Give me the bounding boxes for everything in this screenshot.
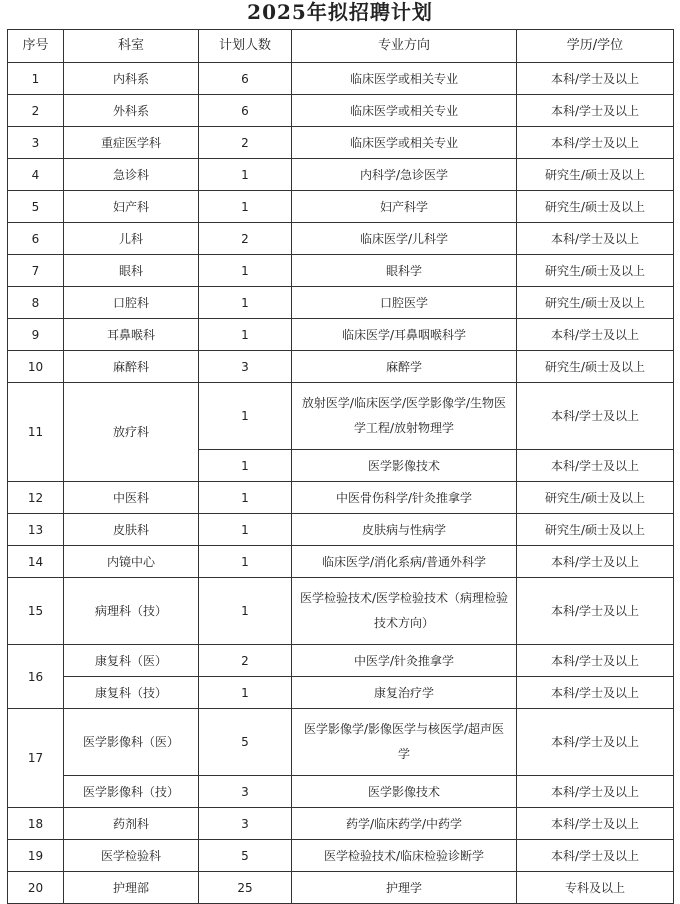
cell-no: 18 (8, 808, 64, 840)
cell-no: 20 (8, 872, 64, 904)
table-row (8, 255, 674, 287)
cell-major: 医学影像学/影像医学与核医学/超声医学 (292, 709, 517, 776)
cell-dept: 眼科 (64, 255, 199, 287)
cell-degree: 本科/学士及以上 (517, 223, 674, 255)
cell-no: 1 (8, 63, 64, 95)
cell-major: 中医学/针灸推拿学 (292, 645, 517, 677)
table-row (8, 840, 674, 872)
table-row (8, 95, 674, 127)
cell-degree: 本科/学士及以上 (517, 840, 674, 872)
header-count: 计划人数 (199, 30, 292, 63)
cell-no: 9 (8, 319, 64, 351)
cell-count: 6 (199, 63, 292, 95)
cell-degree: 本科/学士及以上 (517, 578, 674, 645)
cell-degree: 本科/学士及以上 (517, 383, 674, 450)
table-row (8, 63, 674, 95)
recruitment-plan-table (7, 29, 674, 904)
cell-count: 1 (199, 319, 292, 351)
cell-degree: 研究生/硕士及以上 (517, 255, 674, 287)
table-row (8, 223, 674, 255)
cell-no: 13 (8, 514, 64, 546)
cell-degree: 专科及以上 (517, 872, 674, 904)
cell-no: 10 (8, 351, 64, 383)
cell-degree: 本科/学士及以上 (517, 808, 674, 840)
cell-major: 医学影像技术 (292, 776, 517, 808)
table-row (8, 383, 674, 450)
cell-dept: 医学影像科（技） (64, 776, 199, 808)
cell-major: 眼科学 (292, 255, 517, 287)
cell-degree: 本科/学士及以上 (517, 776, 674, 808)
cell-major: 药学/临床药学/中药学 (292, 808, 517, 840)
cell-degree: 本科/学士及以上 (517, 319, 674, 351)
table-row (8, 776, 674, 808)
cell-major: 康复治疗学 (292, 677, 517, 709)
cell-dept: 放疗科 (64, 383, 199, 482)
table-row (8, 872, 674, 904)
cell-no: 11 (8, 383, 64, 482)
cell-dept: 麻醉科 (64, 351, 199, 383)
cell-no: 3 (8, 127, 64, 159)
cell-count: 1 (199, 546, 292, 578)
cell-dept: 医学检验科 (64, 840, 199, 872)
table-header-row (8, 30, 674, 63)
cell-count: 1 (199, 514, 292, 546)
cell-dept: 口腔科 (64, 287, 199, 319)
cell-no: 8 (8, 287, 64, 319)
table-row (8, 808, 674, 840)
cell-count: 1 (199, 450, 292, 482)
cell-dept: 康复科（医） (64, 645, 199, 677)
cell-dept: 儿科 (64, 223, 199, 255)
cell-degree: 本科/学士及以上 (517, 546, 674, 578)
cell-degree: 本科/学士及以上 (517, 95, 674, 127)
cell-major: 临床医学/耳鼻咽喉科学 (292, 319, 517, 351)
cell-no: 12 (8, 482, 64, 514)
cell-dept: 耳鼻喉科 (64, 319, 199, 351)
table-row (8, 287, 674, 319)
cell-dept: 病理科（技） (64, 578, 199, 645)
cell-count: 25 (199, 872, 292, 904)
header-no: 序号 (8, 30, 64, 63)
table-row (8, 709, 674, 776)
cell-count: 2 (199, 127, 292, 159)
cell-major: 内科学/急诊医学 (292, 159, 517, 191)
cell-degree: 研究生/硕士及以上 (517, 159, 674, 191)
cell-no: 17 (8, 709, 64, 808)
cell-count: 1 (199, 287, 292, 319)
cell-degree: 研究生/硕士及以上 (517, 482, 674, 514)
cell-degree: 研究生/硕士及以上 (517, 514, 674, 546)
cell-major: 临床医学/儿科学 (292, 223, 517, 255)
cell-degree: 本科/学士及以上 (517, 645, 674, 677)
cell-count: 2 (199, 645, 292, 677)
cell-major: 口腔医学 (292, 287, 517, 319)
cell-degree: 研究生/硕士及以上 (517, 351, 674, 383)
table-row (8, 514, 674, 546)
cell-count: 3 (199, 776, 292, 808)
cell-count: 3 (199, 351, 292, 383)
cell-degree: 本科/学士及以上 (517, 709, 674, 776)
cell-count: 5 (199, 709, 292, 776)
cell-no: 6 (8, 223, 64, 255)
cell-dept: 医学影像科（医） (64, 709, 199, 776)
cell-degree: 本科/学士及以上 (517, 63, 674, 95)
cell-no: 5 (8, 191, 64, 223)
cell-count: 1 (199, 383, 292, 450)
header-dept: 科室 (64, 30, 199, 63)
cell-no: 7 (8, 255, 64, 287)
cell-count: 6 (199, 95, 292, 127)
cell-major: 护理学 (292, 872, 517, 904)
cell-no: 2 (8, 95, 64, 127)
table-row (8, 127, 674, 159)
cell-degree: 本科/学士及以上 (517, 677, 674, 709)
cell-count: 1 (199, 578, 292, 645)
cell-major: 皮肤病与性病学 (292, 514, 517, 546)
header-major: 专业方向 (292, 30, 517, 63)
cell-major: 中医骨伤科学/针灸推拿学 (292, 482, 517, 514)
cell-degree: 本科/学士及以上 (517, 450, 674, 482)
cell-major: 医学影像技术 (292, 450, 517, 482)
cell-major: 放射医学/临床医学/医学影像学/生物医学工程/放射物理学 (292, 383, 517, 450)
table-row (8, 351, 674, 383)
cell-dept: 急诊科 (64, 159, 199, 191)
table-row (8, 191, 674, 223)
cell-dept: 重症医学科 (64, 127, 199, 159)
table-row (8, 159, 674, 191)
cell-major: 医学检验技术/医学检验技术（病理检验技术方向） (292, 578, 517, 645)
cell-count: 1 (199, 255, 292, 287)
table-row (8, 677, 674, 709)
cell-degree: 本科/学士及以上 (517, 127, 674, 159)
cell-dept: 外科系 (64, 95, 199, 127)
header-degree: 学历/学位 (517, 30, 674, 63)
cell-count: 5 (199, 840, 292, 872)
cell-dept: 康复科（技） (64, 677, 199, 709)
cell-dept: 内科系 (64, 63, 199, 95)
cell-major: 临床医学或相关专业 (292, 63, 517, 95)
cell-major: 麻醉学 (292, 351, 517, 383)
cell-count: 1 (199, 159, 292, 191)
cell-no: 4 (8, 159, 64, 191)
cell-dept: 内镜中心 (64, 546, 199, 578)
cell-no: 19 (8, 840, 64, 872)
cell-count: 2 (199, 223, 292, 255)
table-row (8, 482, 674, 514)
cell-major: 临床医学或相关专业 (292, 127, 517, 159)
cell-no: 14 (8, 546, 64, 578)
cell-major: 妇产科学 (292, 191, 517, 223)
cell-count: 3 (199, 808, 292, 840)
cell-no: 15 (8, 578, 64, 645)
cell-count: 1 (199, 677, 292, 709)
cell-count: 1 (199, 191, 292, 223)
cell-major: 医学检验技术/临床检验诊断学 (292, 840, 517, 872)
table-row (8, 578, 674, 645)
table-row (8, 319, 674, 351)
cell-major: 临床医学或相关专业 (292, 95, 517, 127)
cell-major: 临床医学/消化系病/普通外科学 (292, 546, 517, 578)
cell-dept: 中医科 (64, 482, 199, 514)
cell-dept: 护理部 (64, 872, 199, 904)
table-row (8, 645, 674, 677)
cell-degree: 研究生/硕士及以上 (517, 191, 674, 223)
cell-dept: 妇产科 (64, 191, 199, 223)
page-title: 2025年拟招聘计划 (247, 0, 433, 24)
cell-degree: 研究生/硕士及以上 (517, 287, 674, 319)
cell-dept: 药剂科 (64, 808, 199, 840)
cell-count: 1 (199, 482, 292, 514)
table-row (8, 546, 674, 578)
cell-dept: 皮肤科 (64, 514, 199, 546)
cell-no: 16 (8, 645, 64, 709)
